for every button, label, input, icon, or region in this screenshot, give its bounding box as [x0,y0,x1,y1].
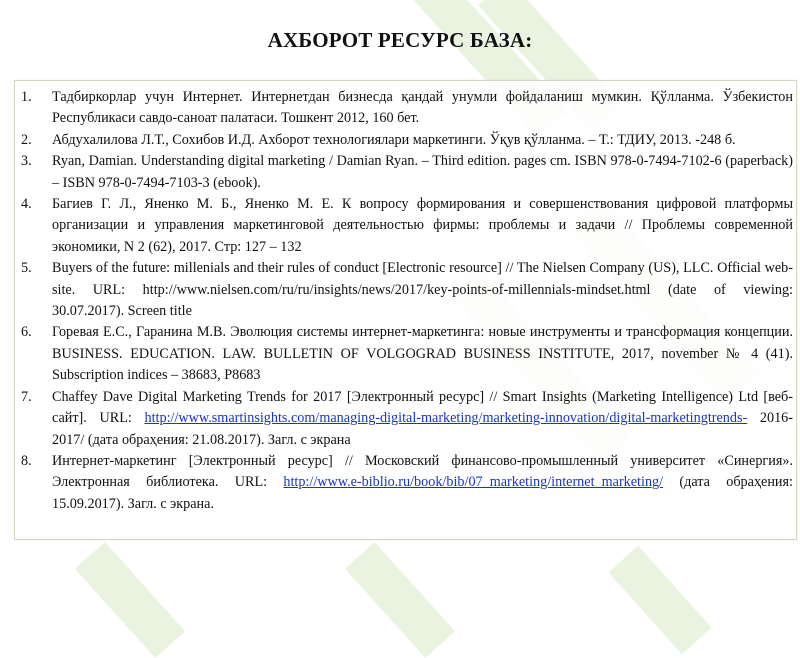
reference-number: 7. [21,388,32,405]
reference-item [15,387,796,451]
reference-text: Ryan, Damian. Understanding digital marketing / Damian Ryan. – Third edition. pages cm. ISBN 978-0-7494-7102-6 (paperback) – ISBN 978-0-7494-7103-3 (ebook). [52,153,793,191]
reference-text: Buyers of the future: millenials and their rules of conduct [Electronic resource] // The Nielsen Company (US), LLC. Official web-site. URL: http://www.nielsen.com/ru/ru/insights/news/2017/key-points-of-millennials-mindset.html (date of viewing: 30.07.2017). Screen title [52,260,793,320]
reference-text: Абдухалилова Л.Т., Сохибов И.Д. Ахборот технологиялари маркетинги. Ўқув қўлланма. – Т.: ТДИУ, 2013. -248 б. [52,131,736,148]
reference-item [15,87,796,130]
page-title: АХБОРОТ РЕСУРС БАЗА: [267,28,533,52]
reference-text-tail: 2016-2017/ (дата обраҳения: 21.08.2017). Загл. с экрана [52,410,793,448]
reference-text: Chaffey Dave Digital Marketing Trends for 2017 [Электронный ресурс] // Smart Insights (Marketing Intelligence) Ltd [веб-сайт]. URL: [52,388,793,427]
reference-item [15,451,796,515]
references-panel [14,80,797,540]
reference-link[interactable]: http://www.e-biblio.ru/book/bib/07_marketing/internet_marketing/ [283,474,664,491]
reference-item [15,194,796,258]
watermark-stripe [608,546,711,655]
reference-text: Тадбиркорлар учун Интернет. Интернетдан бизнесда қандай унумли фойдаланиш мумкин. Қўлланма. Ўзбекистон Республикаси савдо-саноат палатаси. Тошкент 2012, 160 бет. [52,89,793,127]
reference-text-tail: (дата обраҳения: 15.09.2017). Загл. с экрана. [52,474,793,512]
reference-item [15,258,796,322]
watermark-stripe [345,542,455,658]
reference-number: 8. [21,452,32,469]
reference-number: 1. [21,89,32,105]
reference-number: 4. [21,196,32,213]
reference-number: 5. [21,260,32,277]
reference-number: 3. [21,153,32,170]
reference-item [15,151,796,194]
reference-item [15,322,796,386]
reference-number: 2. [21,131,32,148]
reference-text: Горевая Е.С., Гаранина М.В. Эволюция системы интернет-маркетинга: новые инструменты и трансформация концепции. BUSINESS. EDUCATION. LAW. BULLETIN OF VOLGOGRAD BUSINESS INSTITUTE, 2017, november № 4 (41). Subscription indices – 38683, P8683 [52,324,793,384]
reference-text: Интернет-маркетинг [Электронный ресурс] // Московский финансово-промышленный университет «Синергия». Электронная библиотека. URL: [52,452,793,491]
reference-link[interactable]: http://www.smartinsights.com/managing-digital-marketing/marketing-innovation/digital-marketingtrends- [144,410,748,427]
reference-list [15,87,796,515]
reference-item [15,130,796,151]
watermark-stripe [75,542,185,658]
reference-number: 6. [21,324,32,341]
reference-text: Багиев Г. Л., Яненко М. Б., Яненко М. Е. К вопросу формирования и совершенствования цифровой платформы организации и управления маркетинговой деятельностью фирмы: проблемы и задачи // Проблемы современной экономики, N 2 (62), 2017. Стр: 127 – 132 [52,196,793,255]
